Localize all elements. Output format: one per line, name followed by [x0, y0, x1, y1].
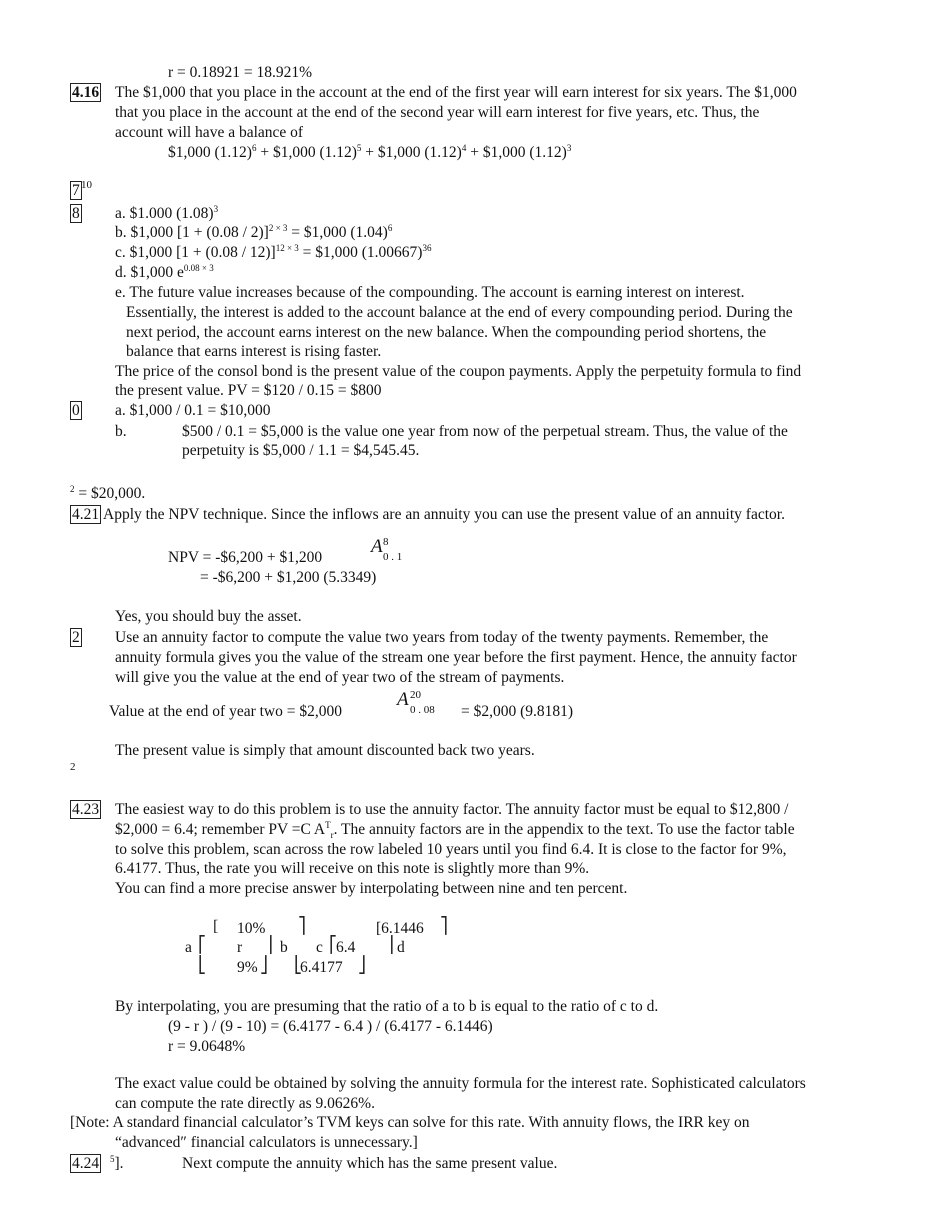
matrix-cell: r: [237, 939, 243, 956]
text-line: By interpolating, you are presuming that the ratio of a to b is equal to the ratio of c to d.: [115, 998, 659, 1015]
text-line: to solve this problem, scan across the row labeled 10 years until you find 6.4. It is close to the factor for 9%,: [115, 841, 787, 858]
problem-label-0: 0: [72, 402, 80, 419]
matrix-cell: [6.1446: [376, 920, 424, 937]
annuity-symbol: A: [397, 689, 409, 710]
annuity-rate: 0 . 08: [410, 704, 435, 716]
text-line: $2,000 = 6.4; remember PV =C $A^T_r$. The annuity factors are in the appendix to the text. To use the factor table: [115, 820, 795, 841]
matrix-cell: 9%: [237, 959, 258, 976]
text-line: You can find a more precise answer by interpolating between nine and ten percent.: [115, 880, 628, 897]
text-line: Yes, you should buy the asset.: [115, 608, 302, 625]
text-line: [Note: A standard financial calculator’s TVM keys can solve for this rate. With annuity flows, the IRR key on: [70, 1114, 750, 1131]
formula-line: NPV = -$6,200 + $1,200: [168, 549, 323, 566]
text-line: r = 0.18921 = 18.921%: [168, 64, 313, 81]
formula-line: r = 9.0648%: [168, 1038, 246, 1055]
formula-line: d. $1,000 $e^{0.08 \times 3}$: [115, 263, 214, 281]
text-line: $^5$].: [110, 1154, 124, 1172]
bracket-glyph: ⎦: [260, 957, 268, 974]
text-line: “advanced″ financial calculators is unnecessary.]: [115, 1134, 418, 1151]
matrix-cell: 6.4: [336, 939, 356, 956]
text-line: e. The future value increases because of the compounding. The account is earning interest on interest.: [115, 284, 745, 301]
text-line: $^2$ = $20,000.: [70, 484, 146, 502]
annuity-periods: 8: [383, 536, 389, 548]
bracket-glyph: ⎡: [329, 937, 337, 954]
bracket-glyph: ⎦: [358, 957, 366, 974]
annuity-symbol: A: [371, 536, 383, 557]
problem-label-4-21: 4.21: [72, 506, 100, 523]
text-line: Apply the NPV technique. Since the inflows are an annuity you can use the present value of an annuity factor.: [103, 506, 785, 523]
text-line: annuity formula gives you the value of the stream one year before the first payment. Hence, the annuity factor: [115, 649, 797, 666]
bracket-glyph: ⎤: [440, 918, 448, 935]
formula-line: $1,000 $(1.12)^6$ + $1,000 $(1.12)^5$ + $1,000 $(1.12)^4$ + $1,000 $(1.12)^3$: [168, 143, 572, 161]
footnote-mark: 2: [70, 761, 76, 773]
label-superscript: 10: [81, 179, 92, 191]
annuity-periods: 20: [410, 689, 421, 701]
text-line: $500 / 0.1 = $5,000 is the value one year from now of the perpetual stream. Thus, the value of the: [182, 423, 788, 440]
text-line: Use an annuity factor to compute the value two years from today of the twenty payments. Remember, the: [115, 629, 769, 646]
text-line: The $1,000 that you place in the account at the end of the first year will earn interest for six years. The $1,000: [115, 84, 797, 101]
text-line: b.: [115, 423, 127, 440]
bracket-glyph: ⎣: [198, 957, 206, 974]
bracket-glyph: ⎣: [294, 957, 302, 974]
problem-label-7: 7: [72, 182, 80, 199]
formula-line: = -$6,200 + $1,200 (5.3349): [200, 569, 377, 586]
formula-line: = $2,000 (9.8181): [461, 703, 574, 720]
formula-line: Value at the end of year two = $2,000: [109, 703, 342, 720]
problem-label-8: 8: [72, 205, 80, 222]
matrix-label: a: [185, 939, 192, 956]
problem-label-2: 2: [72, 629, 80, 646]
formula-line: b. $1,000 $[1 + (0.08 / 2)]^{2 \times 3}$ = $1,000 $(1.04)^6$: [115, 223, 393, 241]
text-line: account will have a balance of: [115, 124, 304, 141]
text-line: a. $1,000 / 0.1 = $10,000: [115, 402, 271, 419]
matrix-cell: 6.4177: [300, 959, 343, 976]
text-line: The exact value could be obtained by solving the annuity formula for the interest rate. Sophisticated calculators: [115, 1075, 806, 1092]
matrix-cell: 10%: [237, 920, 266, 937]
matrix-label: d: [397, 939, 405, 956]
bracket-glyph: [: [213, 918, 219, 935]
bracket-glyph: ⎥: [265, 937, 273, 954]
bracket-glyph: ⎤: [298, 918, 306, 935]
text-line: the present value. PV = $120 / 0.15 = $800: [115, 382, 382, 399]
problem-label-4-24: 4.24: [72, 1155, 100, 1172]
formula-line: a. $1.000 $(1.08)^3$: [115, 204, 219, 222]
formula-line: c. $1,000 $[1 + (0.08 / 12)]^{12 \times 3}$ = $1,000 $(1.00667)^{36}$: [115, 243, 432, 261]
text-line: Next compute the annuity which has the same present value.: [182, 1155, 558, 1172]
text-line: next period, the account earns interest on the new balance. When the compounding period shortens, the: [126, 324, 767, 341]
bracket-glyph: ⎡: [198, 937, 206, 954]
text-line: will give you the value at the end of year two of the stream of payments.: [115, 669, 565, 686]
bracket-glyph: ⎥: [386, 937, 394, 954]
matrix-label: b: [280, 939, 288, 956]
text-line: balance that earns interest is rising faster.: [126, 343, 382, 360]
text-line: can compute the rate directly as 9.0626%.: [115, 1095, 375, 1112]
text-line: Essentially, the interest is added to the account balance at the end of every compounding period. During the: [126, 304, 793, 321]
text-line: The easiest way to do this problem is to use the annuity factor. The annuity factor must be equal to $12,800 /: [115, 801, 789, 818]
annuity-rate: 0 . 1: [383, 551, 403, 563]
text-line: The present value is simply that amount discounted back two years.: [115, 742, 535, 759]
formula-line: (9 - r ) / (9 - 10) = (6.4177 - 6.4 ) / (6.4177 - 6.1446): [168, 1018, 493, 1035]
matrix-label: c: [316, 939, 323, 956]
text-line: that you place in the account at the end of the second year will earn interest for five years, etc. Thus, the: [115, 104, 760, 121]
text-line: 6.4177. Thus, the rate you will receive on this note is slightly more than 9%.: [115, 860, 590, 877]
problem-label-4-23: 4.23: [72, 801, 100, 818]
text-line: The price of the consol bond is the present value of the coupon payments. Apply the perpetuity formula to find: [115, 363, 802, 380]
text-line: perpetuity is $5,000 / 1.1 = $4,545.45.: [182, 442, 420, 459]
problem-label-4-16: 4.16: [72, 84, 100, 101]
